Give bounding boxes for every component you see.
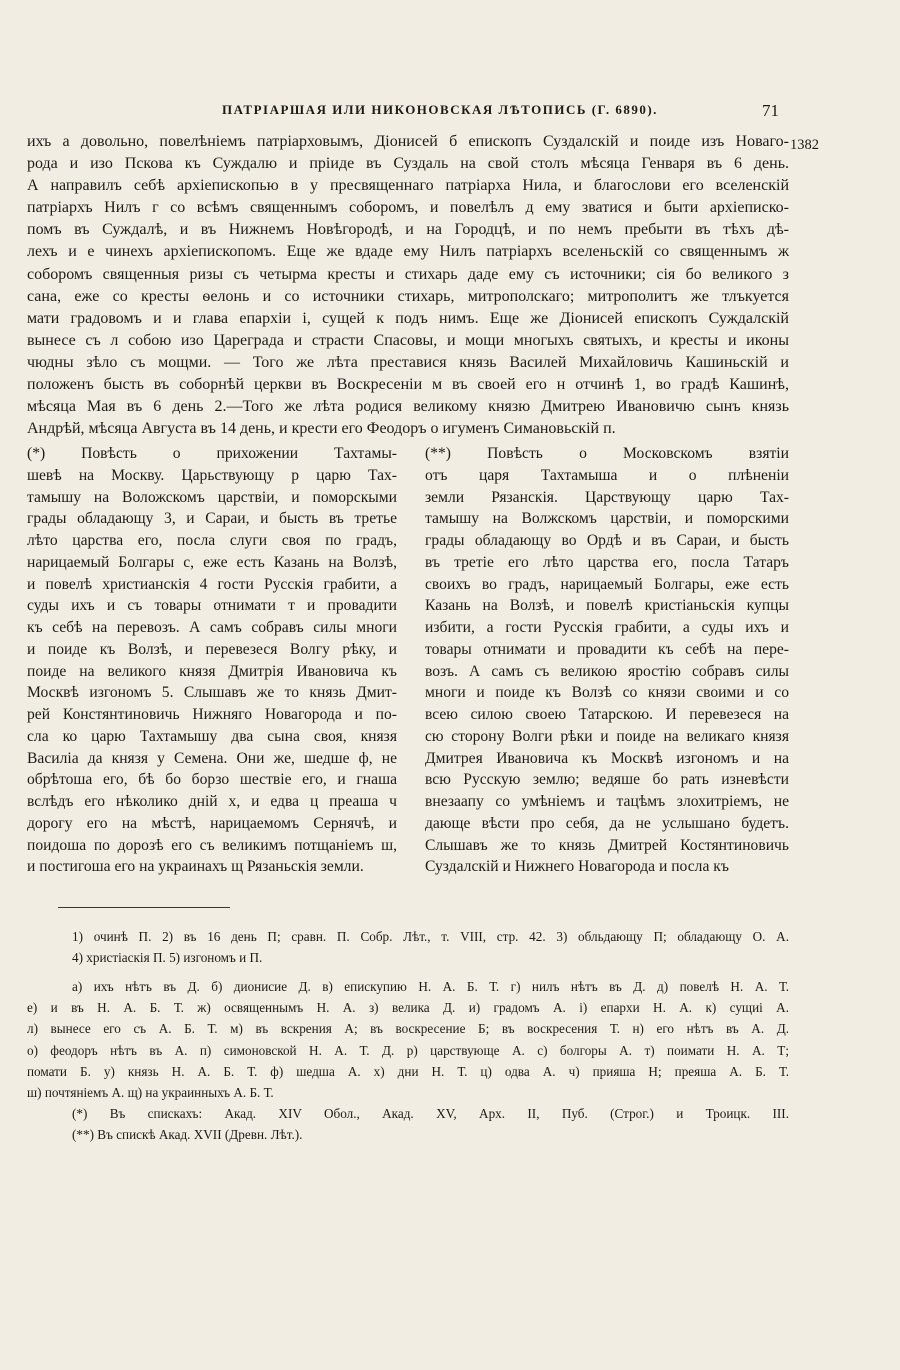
text-line: Слышавъ же то князь Дмитрей Костянтиновичь bbox=[425, 836, 789, 854]
text-line: отъ царя Тахтамыша и о плѣненіи bbox=[425, 466, 789, 484]
text-line: Андрѣй, мѣсяца Августа въ 14 день, и крести его Феодоръ о игуменъ Симановьскій п. bbox=[27, 420, 616, 438]
text-line: возъ. А самъ съ великою яростію собравъ силы bbox=[425, 662, 789, 680]
text-line: всю Русскую землю; ведяше бо рать изневѣсти bbox=[425, 771, 789, 789]
text-line: Суздалскій и Нижнего Новагорода и посла къ bbox=[425, 858, 729, 876]
parallel-columns bbox=[27, 443, 789, 883]
text-line: своихъ во градъ, нарицаемый Болгары, еже есть bbox=[425, 575, 789, 593]
text-line: ихъ а довольно, повелѣніемъ патріарховымъ, Діонисей б епископъ Суздалскій и поиде изъ Новаго- bbox=[27, 133, 789, 150]
text-line: чюдны зѣло съ мощми. — Того же лѣта преставися князь Василей Михайловичь Кашиньскій и bbox=[27, 353, 789, 371]
page-number: 71 bbox=[762, 101, 779, 120]
text-line: грады обладающу 3, и Сараи, и бысть въ третье bbox=[27, 510, 397, 528]
text-line: помъ въ Суждалѣ, и въ Нижнемъ Новѣгородѣ, и на Городцѣ, и по немъ пребыти въ тѣхъ дѣ- bbox=[27, 221, 789, 239]
text-line: (**) Повѣсть о Московскомъ взятіи bbox=[425, 445, 789, 462]
text-line: избити, а гости Русскія грабити, а суды ихъ и bbox=[425, 619, 789, 636]
text-line: А направилъ себѣ архіепископью в у пресвященнаго патріарха Нила, и благослови его вселенскій bbox=[27, 177, 789, 195]
text-line: Москвѣ изгономъ 5. Слышавъ же то князь Дмит- bbox=[27, 684, 397, 702]
text-line: е) и въ Н. А. Б. Т. ж) освященнымъ Н. А. з) велика Д. и) градомъ А. і) епархи Н. А. к) сущиі А. bbox=[27, 1000, 789, 1016]
text-line: л) вынесе его съ А. Б. Т. м) въ вскрения А; въ воскресение Б; въ воскресения Т. н) его нѣтъ въ А. Д. bbox=[27, 1021, 789, 1037]
text-line: земли Рязанскія. Царствующу царю Тах- bbox=[425, 488, 789, 506]
text-line: вслѣдъ его нѣколико дній х, и едва ц преаша ч bbox=[27, 793, 397, 810]
text-line: поидоша по дорозѣ его съ великимъ потщаніемъ ш, bbox=[27, 836, 397, 854]
text-line: (*) Въ спискахъ: Акад. XIV Обол., Акад. XV, Арх. II, Пуб. (Строг.) и Троицк. III. bbox=[72, 1106, 789, 1121]
text-line: многи и поиде къ Волзѣ со князи своими и со bbox=[425, 684, 789, 702]
text-line: а) ихъ нѣтъ въ Д. б) дионисие Д. в) епискупию Н. А. Б. Т. г) нилъ нѣтъ въ Д. д) повелѣ Н. А. Т. bbox=[72, 979, 789, 994]
text-line: 1) очинѣ П. 2) въ 16 день П; сравн. П. Собр. Лѣт., т. VIII, стр. 42. 3) обльдающу П; обладающу О. А. bbox=[72, 929, 789, 944]
text-line: суды ихъ и съ товары отнимати т и провадити bbox=[27, 597, 397, 615]
text-line: и поиде къ Волзѣ, и перевезеся Волгу рѣку, и bbox=[27, 640, 397, 658]
text-line: товары отнимати и провадити къ себѣ на пере- bbox=[425, 640, 789, 658]
text-line: сана, еже со кресты ѳелонь и со источники стихарь, митрополскаго; митрополитъ же тлъкуется bbox=[27, 287, 789, 305]
text-line: шевѣ на Москву. Царьствующу р царю Тах- bbox=[27, 466, 397, 484]
text-line: патріархъ Нилъ г со всѣмъ священнымъ соборомъ, и повелѣлъ д ему зватися и быти архіеписко- bbox=[27, 199, 789, 217]
letter-footnotes bbox=[27, 976, 789, 1103]
text-line: тамышу на Волжскомъ царствіи, и поморскими bbox=[425, 510, 789, 528]
text-line: о) феодоръ нѣтъ въ А. п) симоновской Н. А. Т. Д. р) царствующе А. с) болгоры А. т) поимати Н. А. Т; bbox=[27, 1042, 789, 1058]
text-line: положенъ бысть въ соборнѣй церкви въ Воскресеніи м въ своей его н отчинѣ 1, во градѣ Кашинѣ, bbox=[27, 376, 789, 394]
right-column-text bbox=[425, 443, 789, 878]
text-line: и постигоша его на украинахъ щ Рязаньскія земли. bbox=[27, 858, 364, 876]
text-line: ш) почтяніемъ А. щ) на украинныхъ А. Б. Т. bbox=[27, 1084, 274, 1100]
text-line: лехъ и е чинехъ архіепископомъ. Еще же вдаде ему Нилъ патріархъ вселеньскій со священнымъ ж bbox=[27, 243, 789, 261]
text-line: рода и изо Пскова къ Суждалю и пріиде въ Суздаль на свой столъ мѣсяца Генваря въ 6 день. bbox=[27, 155, 789, 173]
main-text-block bbox=[27, 131, 789, 440]
source-footnotes bbox=[27, 1103, 789, 1145]
footnote-separator bbox=[58, 907, 230, 908]
text-line: въ третіе его лѣто царства его, посла Татаръ bbox=[425, 553, 789, 571]
text-line: рей Констянтиновичь Нижняго Новагорода и по- bbox=[27, 706, 397, 723]
text-line: Казань на Волзѣ, и повелѣ кристіаньскія купцы bbox=[425, 597, 789, 615]
margin-year-note: 1382 bbox=[790, 137, 819, 153]
running-header-title: ПАТРІАРШАЯ ИЛИ НИКОНОВСКАЯ ЛѢТОПИСЬ (Г. 6890). bbox=[222, 102, 658, 117]
text-line: вынесе съ л собою изо Цареграда и страсти Спасовы, и мощи многыхъ святыхъ, и кресты и иконы bbox=[27, 331, 789, 349]
numeric-footnotes bbox=[27, 926, 789, 968]
text-line: и повелѣ христианскія 4 гости Русскія грабити, а bbox=[27, 575, 397, 593]
text-line: Дмитрея Ивановича къ Москвѣ изгономъ и на bbox=[425, 749, 789, 767]
text-line: поиде на великого князя Дмитрія Ивановича къ bbox=[27, 662, 397, 680]
text-line: (*) Повѣсть о прихожении Тахтамы- bbox=[27, 445, 397, 462]
text-line: Василіа да князя у Семена. Они же, шедше ф, не bbox=[27, 749, 397, 767]
text-line: лѣто царства его, посла слуги своя по градъ, bbox=[27, 532, 397, 549]
text-line: сю сторону Волги рѣки и поиде на великаго князя bbox=[425, 727, 789, 745]
text-line: мати градовомъ и и глава епархіи і, сущей к подъ нимъ. Еще же Діонисей епископъ Суждалскій bbox=[27, 309, 789, 327]
text-line: 4) христіаскія П. 5) изгономъ и П. bbox=[72, 950, 263, 966]
text-line: грады обладающу во Ордѣ и въ Сараи, и бысть bbox=[425, 532, 789, 549]
text-line: тамышу на Воложскомъ царствіи, и поморскыми bbox=[27, 488, 397, 506]
text-line: обрѣтоша его, бѣ бо борзо шествіе его, и гнаша bbox=[27, 771, 397, 789]
text-line: дающе вѣсти про себя, да не услышано будетъ. bbox=[425, 814, 789, 832]
text-line: мѣсяца Мая въ 6 день 2.—Того же лѣта родися великому князю Дмитрею Ивановичю сынъ князь bbox=[27, 398, 789, 416]
text-line: (**) Въ спискѣ Акад. XVII (Древн. Лѣт.). bbox=[72, 1127, 303, 1143]
text-line: нарицаемый Болгары с, еже есть Казань на Волзѣ, bbox=[27, 553, 397, 571]
left-column-text bbox=[27, 443, 397, 878]
text-line: всею силою своею Татарскою. И перевезеся на bbox=[425, 706, 789, 723]
text-line: дорогу его на мѣстѣ, нарицаемомъ Сернячѣ, и bbox=[27, 814, 397, 832]
text-line: соборомъ священныя ризы съ четырма кресты и стихарь даде ему съ источники; сія бо великого з bbox=[27, 265, 789, 283]
text-line: сла ко царю Тахтамышу два сына своя, князя bbox=[27, 727, 397, 745]
text-line: къ себѣ на перевозъ. А самъ собравъ силы многи bbox=[27, 619, 397, 636]
text-line: помати Б. у) князь Н. А. Б. Т. ф) шедша А. х) дни Н. Т. ц) одва А. ч) прияша Н; преяша А. Б. Т. bbox=[27, 1063, 789, 1079]
text-line: внезаапу со умѣніемъ и тацѣмъ злохитріемъ, не bbox=[425, 793, 789, 810]
